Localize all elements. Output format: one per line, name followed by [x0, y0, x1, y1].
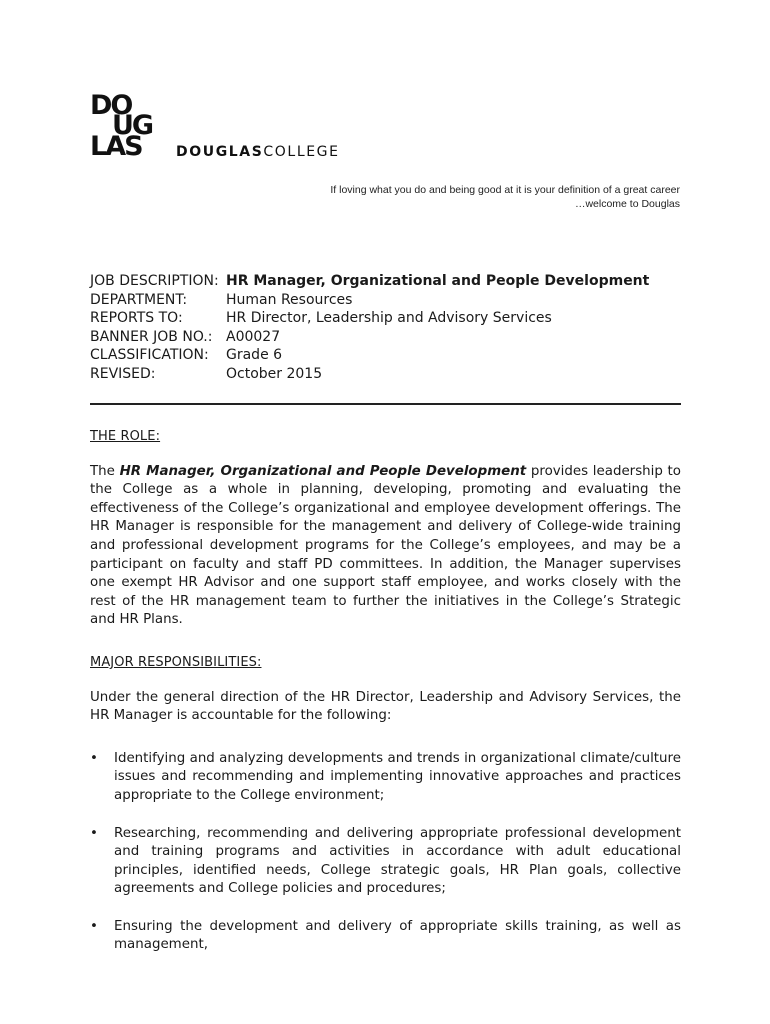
tagline-line-1: If loving what you do and being good at it is your definition of a great career [330, 184, 680, 196]
responsibilities-intro: Under the general direction of the HR Director, Leadership and Advisory Services, the HR Manager is accountable for the following: [90, 689, 681, 724]
role-heading: THE ROLE: [90, 429, 161, 444]
meta-label: CLASSIFICATION: [90, 347, 209, 364]
bullet-icon: • [90, 918, 98, 934]
list-item-text: Researching, recommending and delivering appropriate professional development and training programs and activities in accordance with adult educational principles, identified needs, College strategic goals, HR Plan goals, collective agreements and College policies and procedures; [114, 825, 681, 897]
meta-row [90, 291, 649, 310]
meta-value: Grade 6 [226, 347, 283, 364]
list-item-text: Identifying and analyzing developments and trends in organizational climate/culture issues and recommending and implementing innovative approaches and practices appropriate to the College environment; [114, 750, 681, 803]
role-emphasis: HR Manager, Organizational and People Development [119, 463, 527, 479]
meta-label: DEPARTMENT: [90, 291, 188, 308]
logo-mark-line-1: DO [90, 90, 132, 121]
meta-row [90, 346, 649, 365]
list-item [90, 750, 681, 806]
job-title: HR Manager, Organizational and People Development [226, 273, 650, 289]
logo-mark-line-2: UG [112, 110, 153, 141]
tagline [330, 183, 680, 211]
list-item [90, 825, 681, 899]
meta-row [90, 365, 649, 384]
wordmark-regular: COLLEGE [263, 144, 340, 160]
responsibilities-heading: MAJOR RESPONSIBILITIES: [90, 654, 262, 670]
role-body: provides leadership to the College as a whole in planning, developing, promoting and evaluating the effectiveness of the College’s organizational and employee development offerings. The HR Manager is responsible for the management and delivery of College-wide training and professional development programs for the College’s employees, and may be a participant on faculty and staff PD committees. In addition, the Manager supervises one exempt HR Advisor and one support staff employee, and works closely with the rest of the HR management team to further the initiatives in the College’s Strategic and HR Plans. [90, 463, 681, 628]
bullet-icon: • [90, 825, 98, 841]
tagline-line-2: …welcome to Douglas [574, 198, 680, 210]
meta-value: A00027 [226, 328, 281, 345]
meta-row [90, 272, 649, 291]
document-body [90, 428, 681, 974]
meta-value: October 2015 [226, 365, 323, 382]
meta-label: REVISED: [90, 365, 156, 382]
wordmark-bold: DOUGLAS [176, 144, 264, 160]
job-meta-table [90, 272, 649, 384]
meta-row [90, 309, 649, 328]
role-paragraph [90, 463, 681, 630]
meta-label: REPORTS TO: [90, 310, 183, 327]
responsibilities-list [90, 750, 681, 955]
logo-mark-line-3: LAS [90, 131, 142, 162]
meta-value: HR Director, Leadership and Advisory Services [226, 310, 552, 327]
meta-value: Human Resources [226, 291, 353, 308]
meta-label: JOB DESCRIPTION: [90, 273, 219, 289]
role-intro: The [90, 463, 120, 479]
horizontal-divider [90, 403, 681, 405]
meta-label: BANNER JOB NO.: [90, 328, 213, 345]
list-item [90, 918, 681, 955]
douglas-college-wordmark [176, 144, 340, 160]
douglas-logo-mark [90, 92, 160, 160]
list-item-text: Ensuring the development and delivery of appropriate skills training, as well as management, [114, 918, 681, 953]
meta-row [90, 328, 649, 347]
bullet-icon: • [90, 750, 98, 766]
